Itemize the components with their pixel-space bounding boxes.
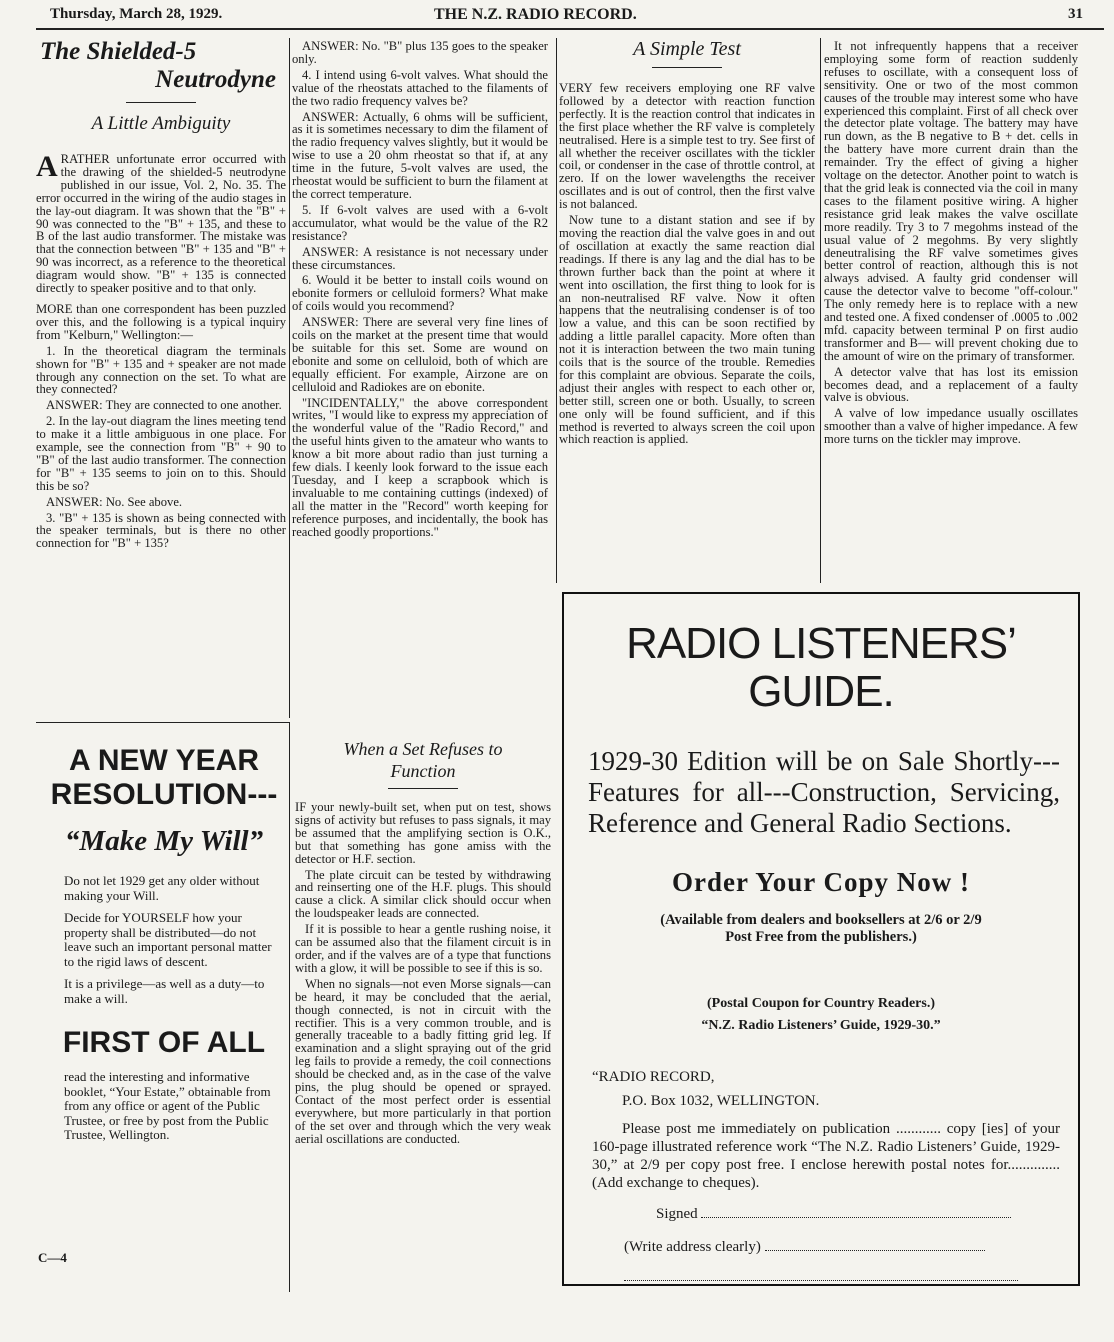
coupon-address: P.O. Box 1032, WELLINGTON. [622,1093,820,1109]
paragraph: 5. If 6-volt valves are used with a 6-volt accumulator, what would be the value of the R2 resistance? [292,202,548,243]
guide-title-line2: GUIDE. [748,667,894,716]
masthead: THE N.Z. RADIO RECORD. [434,6,637,23]
paragraph: ANSWER: There are several very fine lines of coils on the market at the present time that would be suitable for this set. Some are wound on ebonite and some on celluloid, both of which are equally efficient. For example, Airzone are on celluloid and Radiokes are on ebonite. [292,315,548,394]
refuses-article [295,738,551,1149]
column-rule [556,38,557,583]
paragraph: ANSWER: No. See above. [46,494,183,509]
ad-tagline: “Make My Will” [64,825,264,857]
guide-edition-text: 1929-30 Edition will be on Sale Shortly---Features for all---Construction, Servicing, Reference and General Radio Sections. [588,746,1060,838]
column-rule [289,722,290,1292]
paragraph: A detector valve that has lost its emission becomes dead, and a replacement of a faulty valve is obvious. [824,364,1078,405]
article-title-line2: Neutrodyne [155,66,276,93]
column-rule [820,38,821,583]
shielded-continued [292,40,548,542]
ad-paragraph: Do not let 1929 get any older without making your Will. [64,873,260,903]
will-advertisement [44,744,284,1143]
page-number: 31 [1068,6,1083,22]
ad-paragraph: read the interesting and informative booklet, “Your Estate,” obtainable from from any office or agent of the Public Trustee, or free by post from the Public Trustee, Wellington. [64,1069,271,1142]
coupon-address: “RADIO RECORD, [592,1069,715,1085]
availability-line: (Available from dealers and booksellers at 2/6 or 2/9 [660,912,982,928]
address-label: (Write address clearly) [624,1239,761,1255]
paragraph: 6. Would it be better to install coils wound on ebonite formers or celluloid formers? What make of coils would you recommend? [292,273,548,314]
address-line-2[interactable] [624,1280,1018,1281]
ad-heading: A NEW YEAR [68,744,260,777]
paragraph: "INCIDENTALLY," the above correspondent writes, "I would like to express my appreciation of the wonderful value of the "Radio Record," and the useful hints given to the amateur who wants to know a bit more about radio than just turning a few dials. I keenly look forward to the issue each Tuesday, and I keep a scrapbook which is invaluable to me containing cuttings (indexed) of all the matter in the "Record" worth keeping for reference purposes, and incidentally, the book has reached goodly proportions." [292,395,548,539]
paragraph: VERY few receivers employing one RF valve followed by a detector with reaction function perfectly. It is the reaction control that indicates in the first place whether the RF valve is completely neutralised. Here is a simple test to try. See first of all whether the receiver oscillates with the tickler coil, or condenser in the case of throttle control, at zero. If on the lower wavelengths the receiver oscillates and is out of control, then the first valve is not balanced. [559,81,815,212]
paragraph: ANSWER: No. "B" plus 135 goes to the speaker only. [292,39,548,66]
coupon-heading: (Postal Coupon for Country Readers.) [706,996,935,1011]
paragraph: The plate circuit can be tested by withdrawing and reinserting one of the H.F. plugs. This should cause a click. A similar click should occur when the loudspeaker leads are connected. [295,867,551,921]
title-divider [652,67,722,68]
paragraph: 1. In the theoretical diagram the terminals shown for "B" + 135 and + speaker are not made through any connection on the set. To what are they connected? [36,343,286,397]
drop-cap: A [36,150,58,183]
paragraph: RATHER unfortunate error occurred with the drawing of the shielded-5 neutrodyne published in our issue, Vol. 2, No. 35. The error occurred in the wiring of the audio stages in the lay-out diagram. It was shown that the "B" + 90 was connected to the "B" + 135, and these to B of the last audio transformer. The mistake was that the connection between "B" + 135 and "B" + 90 was incorrect, as a reference to the theoretical diagram would show. "B" + 135 is connected directly to speaker positive and to that only. [36,152,286,296]
paragraph: A valve of low impedance usually oscillates smoother than a valve of higher impedance. A few more turns on the tickler may improve. [824,406,1078,447]
address-line[interactable] [765,1250,985,1251]
paragraph: ANSWER: A resistance is not necessary under these circumstances. [292,244,548,272]
footer-code: C—4 [38,1250,67,1265]
article-subtitle: A Little Ambiguity [91,113,231,134]
header-rule [36,28,1104,30]
title-divider [126,102,196,103]
guide-title: RADIO LISTENERS’ [626,619,1016,668]
article-title: A Simple Test [633,38,741,60]
column-rule [289,38,290,718]
ad-heading: RESOLUTION--- [50,778,278,811]
paragraph: Now tune to a distant station and see if by moving the reaction dial the valve goes in and out of oscillation at exactly the same reaction dial readings. If there is any lag and the dial has to be thrown further back than the point at where it went into oscillation, the first thing to look for is an non-neutralised RF valve. Now it often happens that the neutralising condenser is of too low a value, and this can be soon rectified by adding a little parallel capacity. More often than not it is interaction between the two main tuning coils that is the source of the trouble. Remedies for this complaint are obvious. Separate the coils, adjust their angles with respect to each other or, better still, screen one or both. Usually, to screen one only will be found sufficient, and if this method is reverted to always screen the coil upon which reaction is applied. [559,213,815,447]
signature-line[interactable] [701,1217,1011,1218]
availability-line: Post Free from the publishers.) [725,929,917,945]
paragraph: It not infrequently happens that a receiver employing some form of reaction suddenly refuses to oscillate, with a consequent loss of sensitivity. One or two of the most common causes of the trouble may interest some who have experienced this complaint. First of all check over the detector plate voltage. The battery may have run down, as the B negative to B + det. cells in the battery have more current drain than the remainder. Try the effect of giving a higher voltage on the detector. Another point to watch is that the grid leak is connected via the coil in many cases to the filament positive wiring. A higher resistance grid leak makes the valve oscillate more readily. Try 3 to 7 megohms instead of the usual value of 2 megohms. By very slightly deneutralising the RF valve sometimes gives better control of reaction, although this is not always advised. A faulty grid condenser will cause the detector valve to become "off-colour." The only remedy here is to replace with a new and tested one. A fixed condenser of .0005 to .002 mfd. capacity between terminal P on first audio transformer and B— will prevent choking due to the amount of wire on the primary of transformer. [824,39,1078,363]
title-divider [388,788,458,789]
article-title: When a Set Refuses to [343,739,503,759]
order-heading: Order Your Copy Now ! [671,867,970,897]
section-rule [36,722,289,723]
article-title-line2: Function [390,761,456,781]
paragraph: ANSWER: They are connected to one another. [46,398,282,413]
paragraph: 4. I intend using 6-volt valves. What should the value of the rheostats attached to the filaments of the two radio frequency valves be? [292,67,548,108]
paragraph: 3. "B" + 135 is shown as being connected with the speaker terminals, but is there no other connection for "B" + 135? [36,510,286,551]
coupon-body: Please post me immediately on publication ............ copy [ies] of your 160-page illustrated reference work “The N.Z. Radio Listeners’ Guide, 1929-30,” at 2/9 per copy post free. I enclose herewith postal notes for.............. (Add exchange to cheques). [592,1121,1060,1191]
paragraph: When no signals—not even Morse signals—can be heard, it may be concluded that the aerial, though connected, is not in circuit with the rectifier. This is a very common trouble, and is generally traceable to a badly fitting grid leg. If examination and a slight spraying out of the grid leg fails to provide a remedy, the coil connections should be checked and, as in the case of the valve pins, the plug should be opened or sprayed. Contact of the most perfect order is essential everywhere, but more particularly in that portion of the set over and through which the very weak aerial oscillations are conducted. [295,976,551,1146]
shielded-article [36,38,286,553]
ad-paragraph: It is a privilege—as well as a duty—to make a will. [64,976,265,1006]
paragraph: MORE than one correspondent has been puzzled over this, and the following is a typical inquiry from "Kelburn," Wellington:— [36,301,286,342]
ad-paragraph: Decide for YOURSELF how your property shall be distributed—do not leave such an important personal matter to the rigid laws of descent. [64,910,272,969]
coupon-title: “N.Z. Radio Listeners’ Guide, 1929-30.” [701,1018,941,1033]
paragraph: ANSWER: Actually, 6 ohms will be sufficient, as it is sometimes necessary to dim the filament of the radio frequency valves slightly, but it would be wise to use a 20 ohm rheostat so that if, at any time in the future, 5-volt valves are used, the rheostat would be sufficient to burn the filament at the correct temperature. [292,109,548,201]
simple-test-article [559,38,815,449]
issue-date: Thursday, March 28, 1929. [50,6,223,22]
paragraph: IF your newly-built set, when put on test, shows signs of activity but refuses to pass signals, it may be assumed that the amplifying section is O.K., but that something has gone amiss with the detector or H.F. section. [295,800,551,866]
guide-advertisement [562,592,1080,1286]
signed-label: Signed [656,1206,698,1222]
simple-test-continued [824,40,1078,449]
paragraph: If it is possible to hear a gentle rushing noise, it can be assumed also that the filament circuit is in order, and if the valves are of a type that functions with a glow, it will be possible to see if this is so. [295,922,551,975]
paragraph: 2. In the lay-out diagram the lines meeting tend to make it a little ambiguous in one place. For example, see the connection from "B" + 90 to "B" of the last audio transformer. The connection for "B" + 135 seems to join on to this. Should this be so? [36,414,286,493]
article-title: The Shielded-5 [40,38,197,65]
ad-heading: FIRST OF ALL [62,1026,266,1059]
